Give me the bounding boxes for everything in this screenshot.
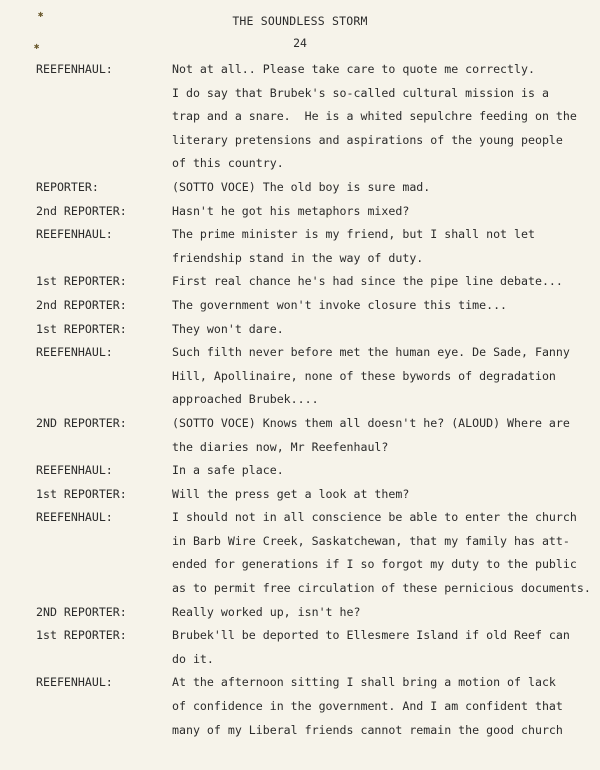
dialogue-entry <box>36 483 596 507</box>
dialogue-body <box>36 58 596 742</box>
speech-line: approached Brubek.... <box>172 392 319 407</box>
speech-line: I should not in all conscience be able to enter the church <box>172 510 577 525</box>
dialogue-entry <box>36 459 596 483</box>
speech-line: They won't dare. <box>172 321 284 336</box>
speech-line: as to permit free circulation of these pernicious documents. <box>172 581 591 596</box>
dialogue-entry <box>36 601 596 625</box>
speech-line: friendship stand in the way of duty. <box>172 250 424 265</box>
speech-text <box>172 412 596 459</box>
speech-line: (SOTTO VOCE) The old boy is sure mad. <box>172 179 431 194</box>
dialogue-entry <box>36 200 596 224</box>
speech-line: Not at all.. Please take care to quote me correctly. <box>172 62 535 76</box>
dialogue-entry <box>36 671 596 742</box>
dialogue-entry <box>36 624 596 671</box>
speech-line: Hasn't he got his metaphors mixed? <box>172 203 410 218</box>
dialogue-entry <box>36 318 596 342</box>
speaker-name: REPORTER: <box>36 179 99 194</box>
speaker-name: 1st REPORTER: <box>36 486 127 501</box>
speech-text <box>172 318 596 342</box>
dialogue-entry <box>36 58 596 176</box>
speech-line: Hill, Apollinaire, none of these bywords of degradation <box>172 368 556 383</box>
speech-text <box>172 624 596 671</box>
speech-line: Really worked up, isn't he? <box>172 604 361 619</box>
speech-text <box>172 176 596 200</box>
speech-line: many of my Liberal friends cannot remain the good church <box>172 722 563 737</box>
speech-line: trap and a snare. He is a whited sepulchre feeding on the <box>172 109 577 124</box>
speech-text <box>172 270 596 294</box>
speech-line: Brubek'll be deported to Ellesmere Island if old Reef can <box>172 628 570 643</box>
speech-text <box>172 294 596 318</box>
speaker-name: 2ND REPORTER: <box>36 415 127 430</box>
speech-line: of this country. <box>172 156 284 171</box>
speaker-name: 1st REPORTER: <box>36 321 127 336</box>
speaker-name: REEFENHAUL: <box>36 227 113 242</box>
speaker-name: 1st REPORTER: <box>36 274 127 289</box>
speech-text <box>172 601 596 625</box>
speech-line: of confidence in the government. And I am confident that <box>172 699 563 714</box>
speech-line: First real chance he's had since the pipe line debate... <box>172 274 563 289</box>
speech-line: At the afternoon sitting I shall bring a motion of lack <box>172 675 556 690</box>
page-number: 24 <box>293 36 307 50</box>
speech-text <box>172 223 596 270</box>
speech-line: in Barb Wire Creek, Saskatchewan, that my family has att- <box>172 533 570 548</box>
speech-text <box>172 506 596 600</box>
speech-text <box>172 200 596 224</box>
speaker-name: 2nd REPORTER: <box>36 203 127 218</box>
dialogue-entry <box>36 412 596 459</box>
speaker-name: 2nd REPORTER: <box>36 297 127 312</box>
speech-line: the diaries now, Mr Reefenhaul? <box>172 439 389 454</box>
speech-line: I do say that Brubek's so-called cultural mission is a <box>172 85 549 100</box>
speaker-name: REEFENHAUL: <box>36 675 113 690</box>
speaker-name: 1st REPORTER: <box>36 628 127 643</box>
speaker-name: REEFENHAUL: <box>36 463 113 478</box>
speaker-name: REEFENHAUL: <box>36 345 113 360</box>
dialogue-entry <box>36 270 596 294</box>
page-title: THE SOUNDLESS STORM <box>232 14 368 28</box>
speech-line: ended for generations if I so forgot my duty to the public <box>172 557 577 572</box>
speaker-name: REEFENHAUL: <box>36 510 113 525</box>
ink-mark: ✱ <box>34 42 40 52</box>
speaker-name: REEFENHAUL: <box>36 62 113 76</box>
speech-line: The government won't invoke closure this time... <box>172 297 508 312</box>
ink-mark: ✱ <box>38 10 44 20</box>
speech-line: In a safe place. <box>172 463 284 478</box>
speech-line: literary pretensions and aspirations of the young people <box>172 132 563 147</box>
speech-line: (SOTTO VOCE) Knows them all doesn't he? (ALOUD) Where are <box>172 415 570 430</box>
speech-text <box>172 341 596 412</box>
speech-text <box>172 459 596 483</box>
dialogue-entry <box>36 294 596 318</box>
speech-text <box>172 671 596 742</box>
speech-line: Such filth never before met the human eye. De Sade, Fanny <box>172 345 570 360</box>
dialogue-entry <box>36 341 596 412</box>
speech-text <box>172 58 596 176</box>
speech-line: Will the press get a look at them? <box>172 486 410 501</box>
speech-line: The prime minister is my friend, but I shall not let <box>172 227 535 242</box>
dialogue-entry <box>36 506 596 600</box>
speech-line: do it. <box>172 651 214 666</box>
speaker-name: 2ND REPORTER: <box>36 604 127 619</box>
speech-text <box>172 483 596 507</box>
dialogue-entry <box>36 176 596 200</box>
dialogue-entry <box>36 223 596 270</box>
